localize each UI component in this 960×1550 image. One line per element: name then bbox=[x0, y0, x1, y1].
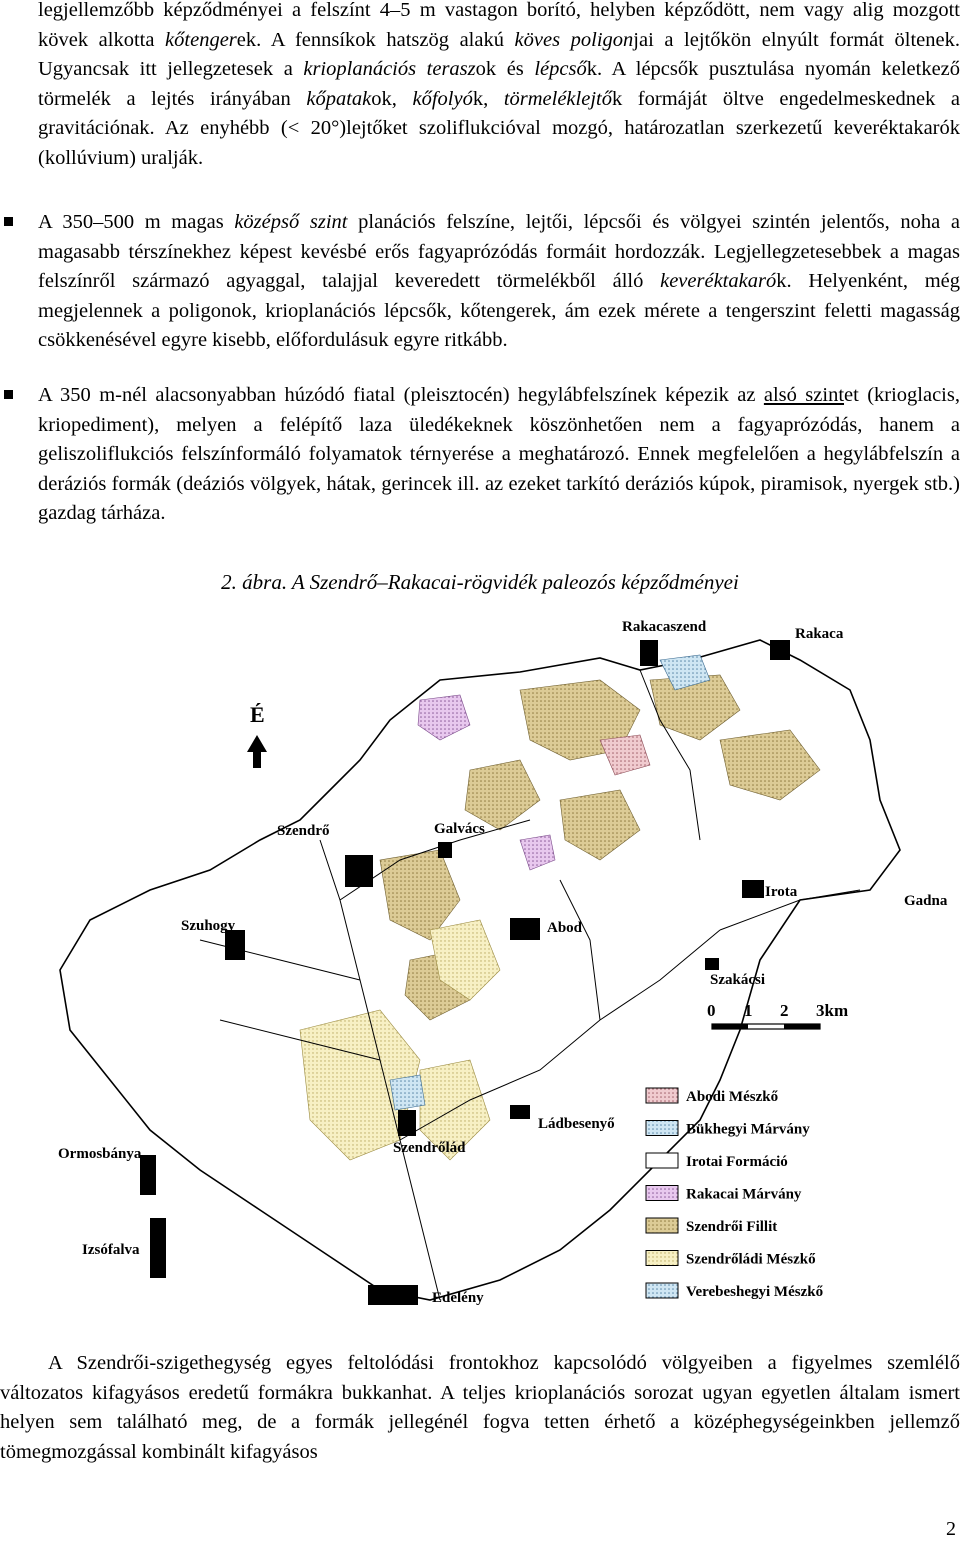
settlement-szuhogy bbox=[225, 930, 245, 960]
legend-swatch bbox=[646, 1186, 678, 1201]
legend-label: Szendrői Fillit bbox=[686, 1219, 778, 1235]
bullet-square-icon bbox=[4, 390, 13, 399]
label-szendro: Szendrő bbox=[277, 823, 330, 839]
label-ormosbanya: Ormosbánya bbox=[58, 1146, 142, 1162]
north-arrow-icon bbox=[247, 735, 267, 768]
page-number: 2 bbox=[946, 1518, 956, 1540]
bullet-middle-level: A 350–500 m magas középső szint planációs felszíne, lejtői, lépcsői és völgyei szintén jelentős, noha a magasabb térszínekhez képest kevésbé erős fagyaprózódás formáit hordozzák. Legjellegzetesebbek a magas felszínről származó agyaggal, talajjal keveredett törmelékből álló keveréktakarók. Helyenként, még megjelennek a poligonok, krioplanációs lépcsők, kőtengerek, ám ezek mérete a tengerszint feletti magasság csökkenésével egyre kisebb, előfordulásuk egyre ritkább. bbox=[38, 208, 960, 356]
bukhegyi-marvany-patch bbox=[390, 1075, 425, 1110]
legend-label: Szendrőládi Mészkő bbox=[686, 1251, 816, 1268]
scale-tick-0: 0 bbox=[707, 1001, 716, 1020]
north-arrow bbox=[247, 702, 267, 768]
label-szendrolad: Szendrőlád bbox=[393, 1140, 466, 1156]
label-izsofalva: Izsófalva bbox=[82, 1242, 140, 1258]
settlement-szendrolad bbox=[398, 1110, 416, 1136]
figure-caption: 2. ábra. A Szendrő–Rakacai-rögvidék paleozós képződményei bbox=[221, 570, 739, 594]
label-irota: Irota bbox=[765, 884, 798, 900]
label-ladbesenyo: Ládbesenyő bbox=[538, 1116, 615, 1132]
legend-swatch bbox=[646, 1153, 678, 1168]
settlement-irota bbox=[742, 880, 764, 898]
legend-label: Irotai Formáció bbox=[686, 1154, 788, 1170]
label-szakacsi: Szakácsi bbox=[710, 972, 766, 988]
label-gadna: Gadna bbox=[904, 893, 948, 909]
label-edeleny: Edelény bbox=[432, 1290, 484, 1306]
bullet-square-icon bbox=[4, 217, 13, 226]
legend-label: Rakacai Márvány bbox=[686, 1186, 802, 1203]
legend-label: Bükhegyi Márvány bbox=[686, 1121, 810, 1138]
label-szuhogy: Szuhogy bbox=[181, 918, 236, 934]
legend-label: Verebeshegyi Mészkő bbox=[686, 1284, 824, 1300]
geologic-map-figure bbox=[0, 600, 960, 1320]
label-rakacaszend: Rakacaszend bbox=[622, 619, 707, 635]
legend-swatch bbox=[646, 1251, 678, 1266]
settlement-ormosbanya bbox=[140, 1155, 156, 1195]
bullet-lower-level: A 350 m-nél alacsonyabban húzódó fiatal (pleisztocén) hegylábfelszínek képezik az alsó szintet (krioglacis, kriopediment), melyen a felépítő laza üledékeknek köszönhetően nem a fagyaprózódás, hanem a geliszoliflukciós felszínformáló folyamatok térnyerése a meghatározó. Ennek megfelelően a hegylábfelszín a deráziós formák (deáziós völgyek, hátak, gerincek ill. az ezeket tarkító deráziós kúpok, piramisok, nyergek stb.) gazdag tárháza. bbox=[38, 381, 960, 529]
label-galvacs: Galvács bbox=[434, 821, 485, 837]
legend-swatch bbox=[646, 1283, 678, 1298]
label-abod: Abod bbox=[547, 920, 583, 936]
top-paragraph: legjellemzőbb képződményei a felszínt 4–5 m vastagon borító, helyben képződött, nem vagy alig mozgott kövek alkotta kőtengerek. A fennsíkok hatszög alakú köves poligonjai a lejtőkön elnyúlt formát öltenek. Ugyancsak itt jellegzetesek a krioplanációs teraszok és lépcsők. A lépcsők pusztulása nyomán keletkező törmelék a lejtés irányában kőpatakok, kőfolyók, törmeléklejtők formáját öltve engedelmeskednek a gravitációnak. Az enyhébb (< 20°)lejtőket szoliflukcióval mozgó, határozatlan szerkezetű keveréktakarók (kollúvium) uralják. bbox=[38, 0, 960, 169]
bottom-paragraph: A Szendrői-szigethegység egyes feltolódási frontokhoz kapcsolódó völgyeiben a figyelmes szemlélő változatos kifagyásos eredetű formákra bukkanhat. A teljes krioplanációs sorozat ugyan egyetlen általam ismert helyen sem található meg, de a formák jellegénél fogva tetten érhető a középhegységeinkben jellemző tömegmozgással kombinált kifagyásos bbox=[0, 1352, 960, 1463]
settlement-izsofalva bbox=[150, 1218, 166, 1278]
scale-tick-2: 2 bbox=[780, 1001, 789, 1020]
settlement-galvacs bbox=[438, 842, 452, 858]
legend-swatch bbox=[646, 1218, 678, 1233]
settlement-szendro bbox=[345, 855, 373, 887]
north-label: É bbox=[250, 702, 265, 727]
settlement-rakacaszend bbox=[640, 640, 658, 666]
legend-swatch bbox=[646, 1121, 678, 1136]
scale-tick-1: 1 bbox=[744, 1001, 753, 1020]
legend-label: Abodi Mészkő bbox=[686, 1089, 779, 1105]
settlement-rakaca bbox=[770, 640, 790, 660]
label-rakaca: Rakaca bbox=[795, 626, 844, 642]
scale-tick-3km: 3km bbox=[816, 1001, 849, 1020]
settlement-szakacsi bbox=[705, 958, 719, 970]
settlement-abod bbox=[510, 918, 540, 940]
settlement-ladbesenyo bbox=[510, 1105, 530, 1119]
legend-swatch bbox=[646, 1088, 678, 1103]
settlement-edeleny bbox=[368, 1285, 418, 1305]
